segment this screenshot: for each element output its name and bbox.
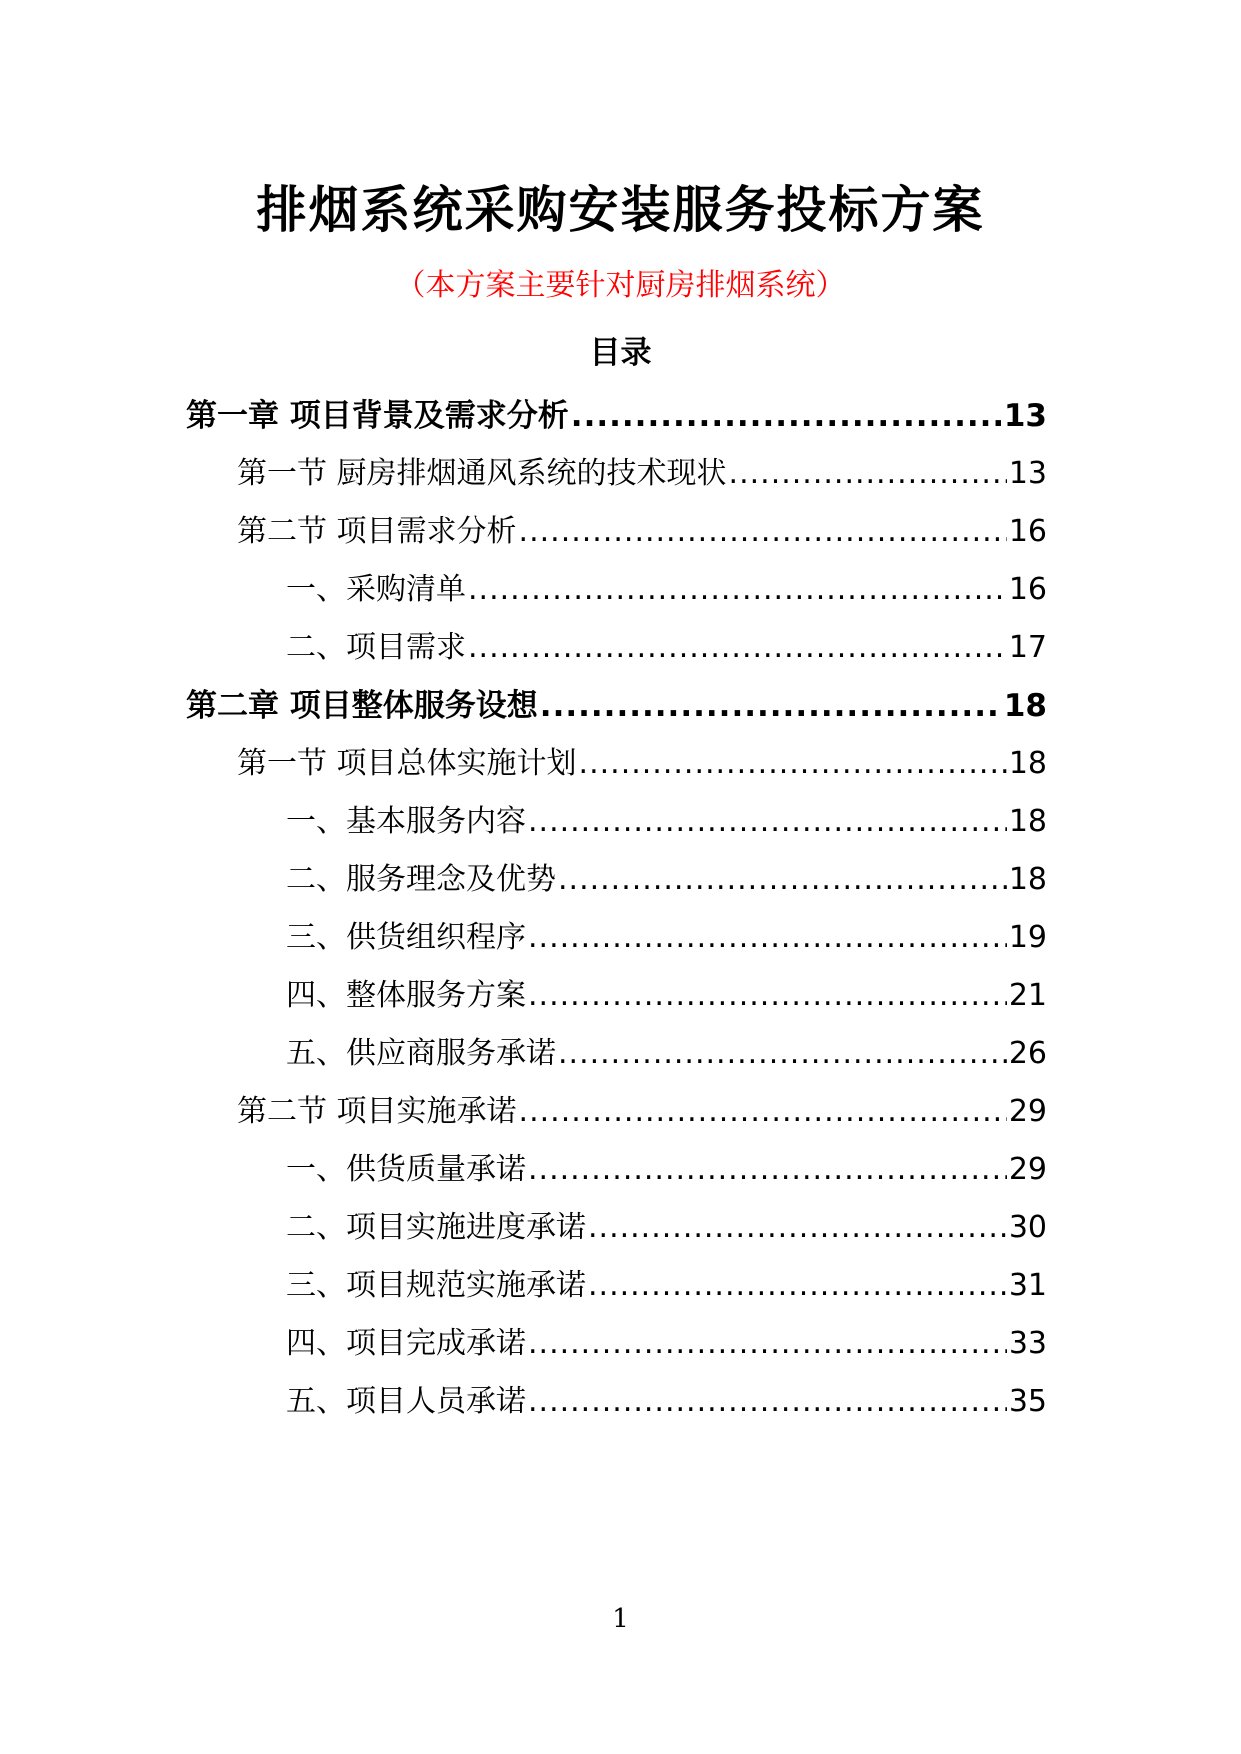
- toc-entry-section[interactable]: [237, 510, 1047, 554]
- dot-leader: [588, 1264, 1007, 1308]
- toc-entry-label: 第一节 厨房排烟通风系统的技术现状: [237, 456, 727, 491]
- toc-entry-page: 13: [1008, 456, 1047, 491]
- toc-entry-section[interactable]: [237, 742, 1047, 786]
- toc-entry-label: 五、供应商服务承诺: [286, 1036, 556, 1071]
- toc-entry-label: 二、服务理念及优势: [286, 862, 556, 897]
- toc-entry-label: 三、供货组织程序: [286, 920, 526, 955]
- toc-entry-subsection[interactable]: [286, 1032, 1047, 1076]
- toc-entry-chapter-2[interactable]: [186, 684, 1047, 728]
- dot-leader: [558, 1032, 1007, 1076]
- dot-leader: [571, 394, 1002, 438]
- toc-entry-page: 30: [1008, 1210, 1047, 1245]
- toc-entry-label: 一、采购清单: [286, 572, 466, 607]
- page-number: 1: [612, 1604, 629, 1634]
- dot-leader: [528, 1380, 1007, 1424]
- toc-entry-label: 一、供货质量承诺: [286, 1152, 526, 1187]
- document-title: 排烟系统采购安装服务投标方案: [256, 181, 985, 239]
- toc-entry-label: 第一章 项目背景及需求分析: [186, 398, 569, 434]
- toc-entry-label: 二、项目需求: [286, 630, 466, 665]
- toc-entry-page: 29: [1008, 1094, 1047, 1129]
- toc-entry-label: 二、项目实施进度承诺: [286, 1210, 586, 1245]
- toc-entry-subsection[interactable]: [286, 1264, 1047, 1308]
- toc-entry-page: 35: [1008, 1384, 1047, 1419]
- toc-entry-page: 16: [1008, 572, 1047, 607]
- dot-leader: [528, 1322, 1007, 1366]
- toc-entry-page: 31: [1008, 1268, 1047, 1303]
- toc-entry-subsection[interactable]: [286, 568, 1047, 612]
- dot-leader: [528, 974, 1007, 1018]
- dot-leader: [528, 800, 1007, 844]
- toc-entry-label: 一、基本服务内容: [286, 804, 526, 839]
- dot-leader: [588, 1206, 1007, 1250]
- toc-entry-label: 三、项目规范实施承诺: [286, 1268, 586, 1303]
- toc-entry-page: 18: [1008, 862, 1047, 897]
- toc-entry-subsection[interactable]: [286, 1148, 1047, 1192]
- toc-entry-label: 第二章 项目整体服务设想: [186, 688, 538, 724]
- toc-entry-subsection[interactable]: [286, 1380, 1047, 1424]
- dot-leader: [729, 452, 1007, 496]
- dot-leader: [558, 858, 1007, 902]
- toc-entry-page: 21: [1008, 978, 1047, 1013]
- dot-leader: [468, 568, 1007, 612]
- toc-entry-subsection[interactable]: [286, 858, 1047, 902]
- toc-entry-page: 26: [1008, 1036, 1047, 1071]
- toc-entry-page: 19: [1008, 920, 1047, 955]
- toc-entry-subsection[interactable]: [286, 1322, 1047, 1366]
- dot-leader: [579, 742, 1007, 786]
- dot-leader: [540, 684, 1002, 728]
- dot-leader: [468, 626, 1007, 670]
- toc-entry-label: 第二节 项目需求分析: [237, 514, 517, 549]
- toc-entry-label: 四、整体服务方案: [286, 978, 526, 1013]
- dot-leader: [519, 510, 1007, 554]
- toc-entry-page: 29: [1008, 1152, 1047, 1187]
- toc-entry-page: 13: [1003, 398, 1047, 434]
- toc-entry-page: 16: [1008, 514, 1047, 549]
- toc-entry-page: 33: [1008, 1326, 1047, 1361]
- dot-leader: [528, 916, 1007, 960]
- toc-entry-page: 18: [1003, 688, 1047, 724]
- document-subtitle: （本方案主要针对厨房排烟系统）: [395, 268, 846, 303]
- toc-entry-subsection[interactable]: [286, 626, 1047, 670]
- toc-heading: 目录: [589, 335, 652, 371]
- toc-entry-page: 18: [1008, 746, 1047, 781]
- toc-entry-subsection[interactable]: [286, 1206, 1047, 1250]
- toc-entry-label: 四、项目完成承诺: [286, 1326, 526, 1361]
- dot-leader: [528, 1148, 1007, 1192]
- toc-entry-subsection[interactable]: [286, 916, 1047, 960]
- toc-entry-section[interactable]: [237, 1090, 1047, 1134]
- toc-entry-label: 五、项目人员承诺: [286, 1384, 526, 1419]
- toc-entry-page: 18: [1008, 804, 1047, 839]
- toc-entry-page: 17: [1008, 630, 1047, 665]
- toc-entry-chapter-1[interactable]: [186, 394, 1047, 438]
- toc-entry-label: 第二节 项目实施承诺: [237, 1094, 517, 1129]
- toc-entry-label: 第一节 项目总体实施计划: [237, 746, 577, 781]
- dot-leader: [519, 1090, 1007, 1134]
- toc-entry-subsection[interactable]: [286, 800, 1047, 844]
- toc-entry-subsection[interactable]: [286, 974, 1047, 1018]
- toc-entry-section[interactable]: [237, 452, 1047, 496]
